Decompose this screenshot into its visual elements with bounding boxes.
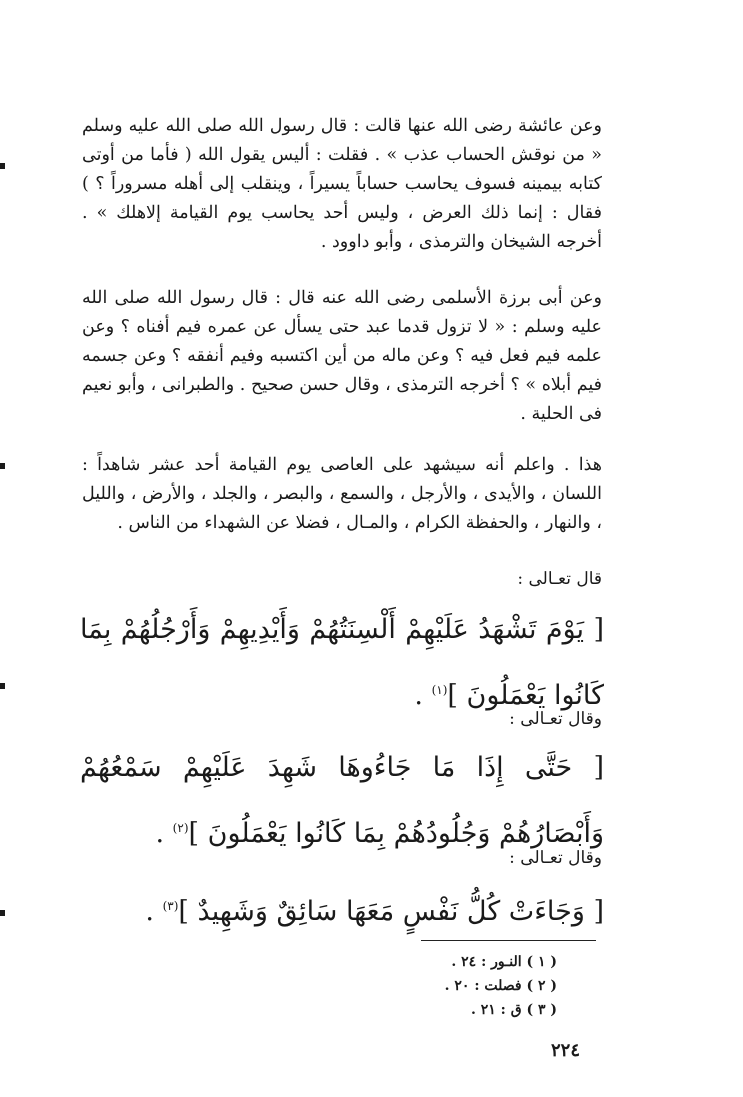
verse-text-3: [ وَجَاءَتْ كُلُّ نَفْسٍ مَعَهَا سَائِقٌ وَشَهِيدٌ ]: [178, 896, 604, 927]
hadith-paragraph-aisha: وعن عائشة رضى الله عنها قالت : قال رسول الله صلى الله عليه وسلم « من نوقش الحساب عذب » . فقلت : أليس يقول الله ( فأما من أوتى كتابه بيمينه فسوف يحاسب حساباً يسيراً ، وينقلب إلى أهله مسروراً ؟ ) فقال : إنما ذلك العرض ، وليس أحد يحاسب يوم القيامة إلاهلك » . أخرجه الشيخان والترمذى ، وأبو داوود .: [82, 116, 602, 252]
footnote-3: ( ٣ ) ق : ٢١ .: [471, 1002, 557, 1018]
footnote-divider: [421, 940, 596, 941]
hadith-paragraph-abu-barza: وعن أبى برزة الأسلمى رضى الله عنه قال : قال رسول الله صلى الله عليه وسلم : « لا تزول قدما عبد حتى يسأل عن عمره فيم أفناه ؟ وعن علمه فيم فعل فيه ؟ وعن ماله من أين اكتسبه وفيم أنفقه ؟ وعن جسمه فيم أبلاه » ؟ أخرجه الترمذى ، وقال حسن صحيح . والطبرانى ، وأبو نعيم فى الحلية .: [82, 288, 602, 424]
quran-verse-3: [80, 876, 604, 942]
page-number: ٢٢٤: [550, 1040, 580, 1061]
footnote-2: ( ٢ ) فصلت : ٢٠ .: [444, 978, 557, 994]
scan-edge-mark: [0, 683, 5, 689]
footnote-ref-2: (٢): [172, 821, 189, 835]
scan-edge-mark: [0, 163, 5, 169]
verse-text-1: [ يَوْمَ تَشْهَدُ عَلَيْهِمْ أَلْسِنَتُهُمْ وَأَيْدِيهِمْ وَأَرْجُلُهُمْ بِمَا كَانُوا يَعْمَلُونَ ]: [80, 614, 604, 711]
verse-end-2: .: [155, 818, 173, 849]
scan-edge-mark: [0, 463, 5, 469]
verse-intro-3: وقال تعـالى :: [509, 848, 602, 868]
verse-intro-2: وقال تعـالى :: [509, 709, 602, 729]
witnesses-paragraph: هذا . واعلم أنه سيشهد على العاصى يوم القيامة أحد عشر شاهداً : اللسان ، والأيدى ، والأرجل ، والسمع ، والبصر ، والجلد ، والأرض ، والليل ، والنهار ، والحفظة الكرام ، والمـال ، فضلا عن الشهداء من الناس .: [82, 455, 602, 533]
footnotes: [445, 950, 557, 1022]
footnote-ref-1: (١): [431, 683, 448, 697]
quran-verse-2: [80, 738, 604, 864]
footnote-1: ( ١ ) النـور : ٢٤ .: [451, 954, 557, 970]
verse-text-2: [ حَتَّى إِذَا مَا جَاءُوهَا شَهِدَ عَلَيْهِمْ سَمْعُهُمْ وَأَبْصَارُهُمْ وَجُلُودُهُمْ بِمَا كَانُوا يَعْمَلُونَ ]: [80, 752, 604, 849]
verse-end-3: .: [145, 896, 163, 927]
verse-end-1: .: [414, 680, 432, 711]
footnote-ref-3: (٣): [162, 899, 179, 913]
quran-verse-1: [80, 600, 604, 726]
verse-intro-1: قال تعـالى :: [517, 569, 602, 589]
scan-edge-mark: [0, 910, 5, 916]
